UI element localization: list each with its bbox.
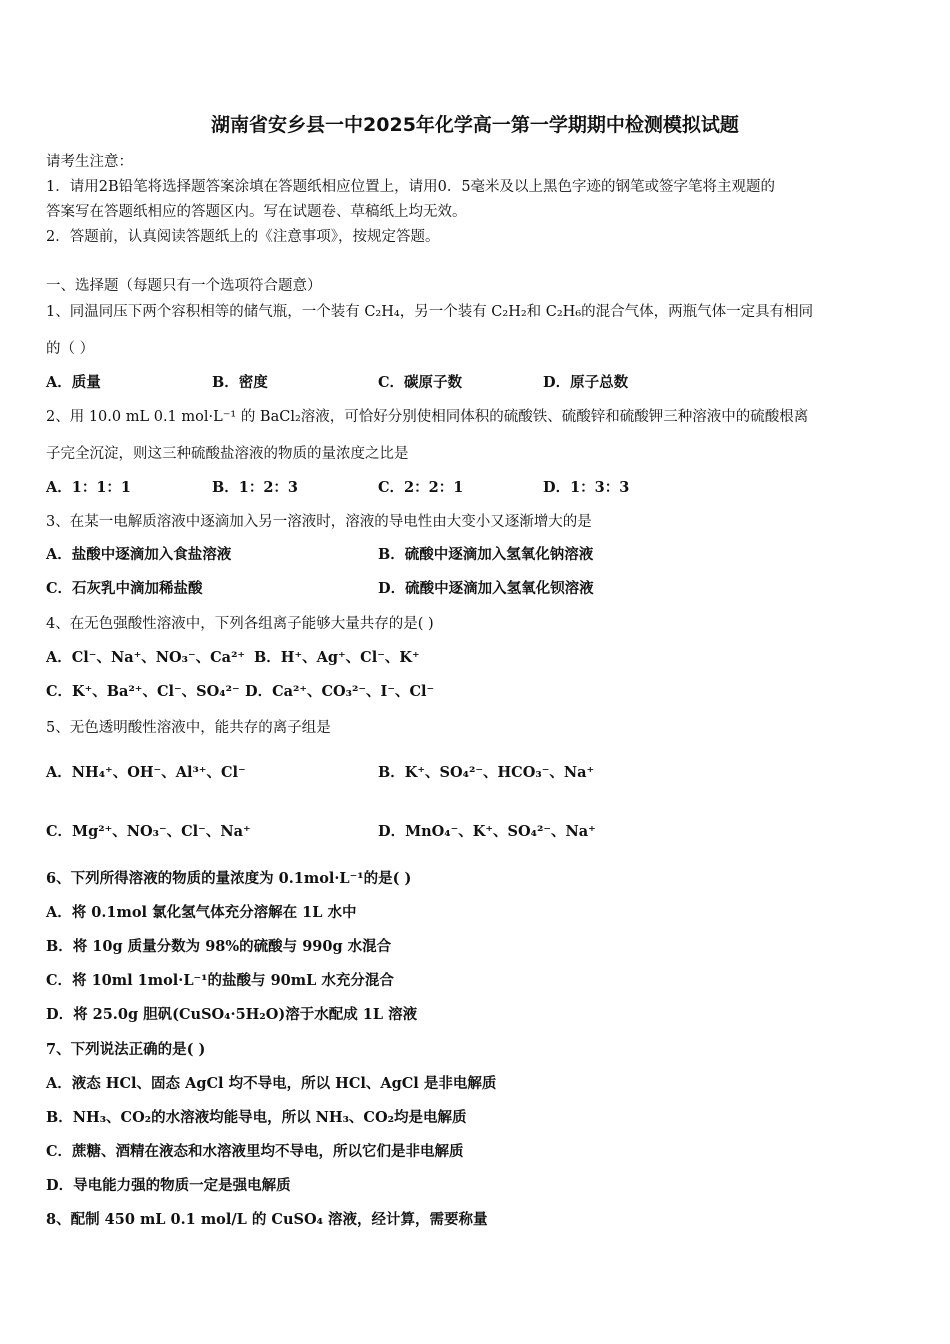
question-7-option-d: D．导电能力强的物质一定是强电解质: [46, 1177, 291, 1194]
question-6-option-d: D．将 25.0g 胆矾(CuSO₄·5H₂O)溶于水配成 1L 溶液: [46, 1006, 418, 1023]
question-4-option-c: C．K⁺、Ba²⁺、Cl⁻、SO₄²⁻: [46, 683, 240, 700]
question-2-stem: 2、用 10.0 mL 0.1 mol·L⁻¹ 的 BaCl₂溶液，可恰好分别使相同体积的硫酸铁、硫酸锌和硫酸钾三种溶液中的硫酸根离: [46, 409, 809, 425]
question-4-option-b: B．H⁺、Ag⁺、Cl⁻、K⁺: [254, 649, 420, 666]
question-1-option-c: C．碳原子数: [378, 374, 463, 391]
notice-item-1: 1．请用2B铅笔将选择题答案涂填在答题纸相应位置上，请用0．5毫米及以上黑色字迹的钢笔或签字笔将主观题的: [46, 179, 776, 195]
question-3-option-c: C．石灰乳中滴加稀盐酸: [46, 580, 203, 597]
question-6-option-b: B．将 10g 质量分数为 98%的硫酸与 990g 水混合: [46, 938, 392, 955]
question-3-option-b: B．硫酸中逐滴加入氢氧化钠溶液: [378, 546, 594, 563]
question-6-option-c: C．将 10ml 1mol·L⁻¹的盐酸与 90mL 水充分混合: [46, 972, 394, 989]
question-4-stem: 4、在无色强酸性溶液中，下列各组离子能够大量共存的是( ): [46, 616, 434, 632]
question-3-option-d: D．硫酸中逐滴加入氢氧化钡溶液: [378, 580, 594, 597]
question-7-option-b: B．NH₃、CO₂的水溶液均能导电，所以 NH₃、CO₂均是电解质: [46, 1109, 467, 1126]
question-1-option-b: B．密度: [212, 374, 268, 391]
question-7-stem: 7、下列说法正确的是( ): [46, 1041, 206, 1058]
notice-item-1-cont: 答案写在答题纸相应的答题区内。写在试题卷、草稿纸上均无效。: [46, 204, 467, 220]
question-4-option-d: D．Ca²⁺、CO₃²⁻、I⁻、Cl⁻: [245, 683, 435, 700]
question-1-option-d: D．原子总数: [543, 374, 629, 391]
question-2-option-a: A．1：1：1: [46, 479, 132, 496]
notice-item-2: 2．答题前，认真阅读答题纸上的《注意事项》，按规定答题。: [46, 229, 440, 245]
question-6-stem: 6、下列所得溶液的物质的量浓度为 0.1mol·L⁻¹的是( ): [46, 870, 412, 887]
question-1-option-a: A．质量: [46, 374, 101, 391]
question-5-option-c: C．Mg²⁺、NO₃⁻、Cl⁻、Na⁺: [46, 823, 251, 840]
question-7-option-a: A．液态 HCl、固态 AgCl 均不导电，所以 HCl、AgCl 是非电解质: [46, 1075, 497, 1092]
question-1-stem: 1、同温同压下两个容积相等的储气瓶，一个装有 C₂H₄，另一个装有 C₂H₂和 C₂H₆的混合气体，两瓶气体一定具有相同: [46, 304, 814, 320]
question-5-option-b: B．K⁺、SO₄²⁻、HCO₃⁻、Na⁺: [378, 764, 595, 781]
question-2-option-d: D．1：3：3: [543, 479, 630, 496]
question-4-option-a: A．Cl⁻、Na⁺、NO₃⁻、Ca²⁺: [46, 649, 246, 666]
question-5-option-d: D．MnO₄⁻、K⁺、SO₄²⁻、Na⁺: [378, 823, 596, 840]
page-title: 湖南省安乡县一中2025年化学高一第一学期期中检测模拟试题: [211, 114, 739, 136]
question-5-option-a: A．NH₄⁺、OH⁻、Al³⁺、Cl⁻: [46, 764, 246, 781]
question-3-stem: 3、在某一电解质溶液中逐滴加入另一溶液时，溶液的导电性由大变小又逐渐增大的是: [46, 514, 592, 530]
question-8-stem: 8、配制 450 mL 0.1 mol/L 的 CuSO₄ 溶液，经计算，需要称量: [46, 1211, 488, 1228]
question-6-option-a: A．将 0.1mol 氯化氢气体充分溶解在 1L 水中: [46, 904, 357, 921]
question-5-stem: 5、无色透明酸性溶液中，能共存的离子组是: [46, 720, 331, 736]
question-1-stem-cont: 的（ ）: [46, 341, 95, 357]
question-3-option-a: A．盐酸中逐滴加入食盐溶液: [46, 546, 232, 563]
question-2-option-b: B．1：2：3: [212, 479, 299, 496]
notice-heading: 请考生注意：: [46, 154, 133, 170]
question-7-option-c: C．蔗糖、酒精在液态和水溶液里均不导电，所以它们是非电解质: [46, 1143, 464, 1160]
section-heading: 一、选择题（每题只有一个选项符合题意）: [46, 278, 322, 294]
question-2-stem-cont: 子完全沉淀，则这三种硫酸盐溶液的物质的量浓度之比是: [46, 446, 409, 462]
question-2-option-c: C．2：2：1: [378, 479, 464, 496]
